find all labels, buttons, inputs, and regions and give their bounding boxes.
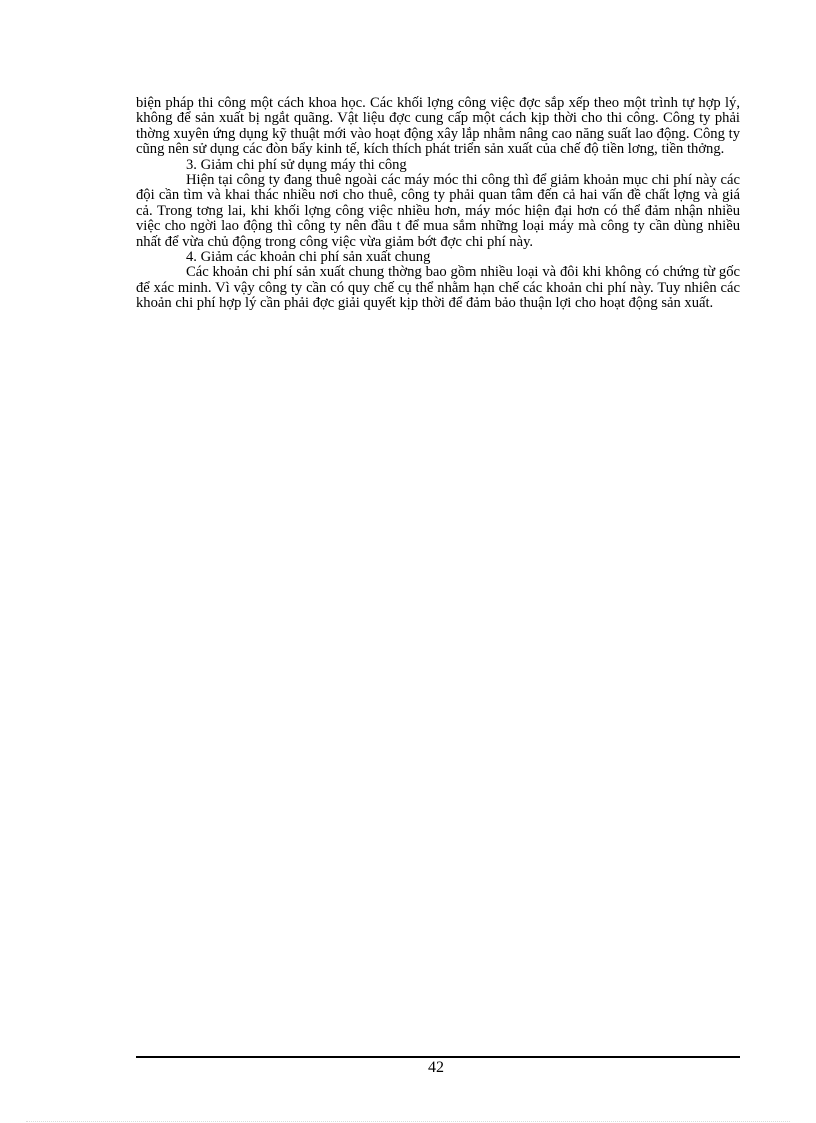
paragraph-continuation: biện pháp thi công một cách khoa học. Các khối lợng công việc đợc sắp xếp theo một trình tự hợp lý, không để sản xuất bị ngắt quãng. Vật liệu đợc cung cấp một cách kịp thời cho thi công. Công ty phải thờng xuyên ứng dụng kỹ thuật mới vào hoạt động xây lắp nhằm nâng cao năng suất lao động. Công ty cũng nên sử dụng các đòn bẩy kinh tế, kích thích phát triển sản xuất của chế độ tiền lơng, tiền thởng. — [136, 95, 740, 158]
footer-divider — [136, 1056, 740, 1058]
section-heading-machine-costs: 3. Giảm chi phí sử dụng máy thi công — [186, 156, 407, 173]
page-edge-border — [26, 1121, 790, 1122]
document-body — [136, 96, 740, 312]
paragraph-machine-costs: Hiện tại công ty đang thuê ngoài các máy móc thi công thì để giảm khoản mục chi phí này các đội cần tìm và khai thác nhiều nơi cho thuê, công ty phải quan tâm đến cả hai vấn đề chất lợng và giá cả. Trong tơng lai, khi khối lợng công việc nhiều hơn, máy móc hiện đại hơn có thể đảm nhận nhiều việc cho ngời lao động thì công ty nên đầu t để mua sắm những loại máy mà công ty cần dùng nhiều nhất để vừa chủ động trong công việc vừa giảm bớt đợc chi phí này. — [136, 172, 740, 250]
page-number: 42 — [428, 1059, 444, 1076]
section-heading-general-costs: 4. Giảm các khoản chi phí sản xuất chung — [186, 249, 431, 266]
paragraph-general-costs: Các khoản chi phí sản xuất chung thờng bao gồm nhiều loại và đôi khi không có chứng từ gốc để xác minh. Vì vậy công ty cần có quy chế cụ thể nhằm hạn chế các khoản chi phí này. Tuy nhiên các khoản chi phí hợp lý cần phải đợc giải quyết kịp thời để đảm bảo thuận lợi cho hoạt động sản xuất. — [136, 264, 740, 312]
